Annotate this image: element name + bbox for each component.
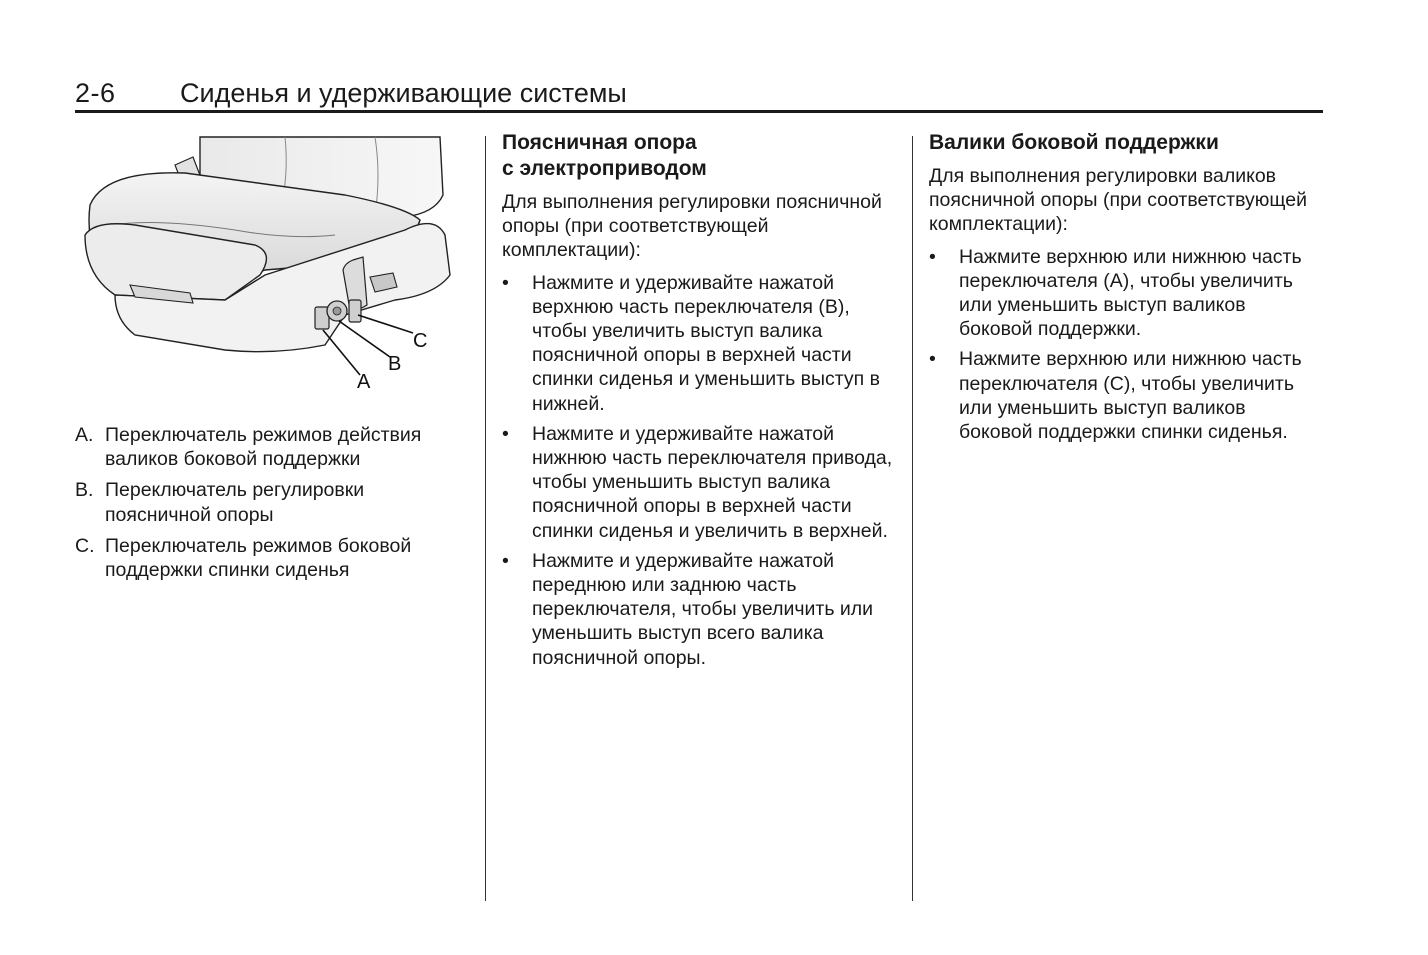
legend-key: B. — [75, 479, 94, 502]
heading-line: Поясничная опора — [502, 131, 697, 154]
legend-text: Переключатель регулировки поясничной опоры — [105, 479, 365, 526]
legend-key: C. — [75, 534, 95, 557]
section-bolster — [929, 130, 1324, 450]
list-item — [929, 347, 1324, 444]
figure-legend — [75, 423, 475, 589]
legend-item — [75, 423, 475, 471]
page-number: 2-6 — [75, 78, 116, 108]
bullet-icon: • — [502, 549, 509, 572]
legend-key: A. — [75, 424, 94, 446]
section-bolster-heading: Валики боковой поддержки — [929, 131, 1219, 154]
section-lumbar-intro: Для выполнения регулировки поясничной опоры (при соответствующей комплектации): — [502, 191, 882, 262]
list-item — [929, 245, 1324, 342]
legend-item — [75, 534, 475, 582]
column-divider-1 — [485, 136, 486, 901]
label-a: A — [357, 371, 371, 393]
bullet-icon: • — [502, 271, 509, 294]
bullet-icon: • — [929, 245, 936, 268]
page-header — [75, 74, 1323, 114]
label-b: B — [388, 353, 402, 375]
section-lumbar — [502, 130, 897, 676]
legend-text: Переключатель режимов боковой поддержки спинки сиденья — [105, 534, 412, 582]
seat-illustration — [75, 135, 470, 400]
list-item-text: Нажмите верхнюю или нижнюю часть переключателя (C), чтобы увеличить или уменьшить выступ валиков боковой поддержки спинки сиденья. — [959, 348, 1302, 444]
list-item-text: Нажмите и удерживайте нажатой нижнюю часть переключателя привода, чтобы уменьшить выступ валика поясничной опоры в верхней части спинки сиденья и увеличить в верхней. — [532, 422, 893, 542]
section-lumbar-heading — [502, 130, 897, 182]
header-rule — [75, 110, 1323, 113]
section-bolster-intro: Для выполнения регулировки валиков поясничной опоры (при соответствующей комплектации): — [929, 165, 1307, 236]
switch-c-icon — [349, 300, 361, 322]
list-item-text: Нажмите верхнюю или нижнюю часть переключателя (A), чтобы увеличить или уменьшить выступ валиков боковой поддержки. — [959, 245, 1302, 341]
column-divider-2 — [912, 136, 913, 901]
list-item-text: Нажмите и удерживайте нажатой верхнюю часть переключателя (B), чтобы увеличить выступ валика поясничной опоры в верхней части спинки сиденья и уменьшить выступ в нижней. — [532, 271, 881, 415]
list-item-text: Нажмите и удерживайте нажатой переднюю или заднюю часть переключателя, чтобы увеличить или уменьшить выступ всего валика поясничной опоры. — [532, 549, 874, 669]
list-item — [502, 271, 897, 416]
page-title: Сиденья и удерживающие системы — [180, 78, 627, 108]
label-c: C — [413, 330, 428, 352]
legend-item — [75, 478, 475, 526]
list-item — [502, 422, 897, 543]
heading-line: с электроприводом — [502, 157, 707, 180]
list-item — [502, 549, 897, 670]
legend-text: Переключатель режимов действия валиков боковой поддержки — [105, 424, 422, 471]
bullet-icon: • — [929, 348, 936, 371]
bullet-icon: • — [502, 422, 509, 445]
